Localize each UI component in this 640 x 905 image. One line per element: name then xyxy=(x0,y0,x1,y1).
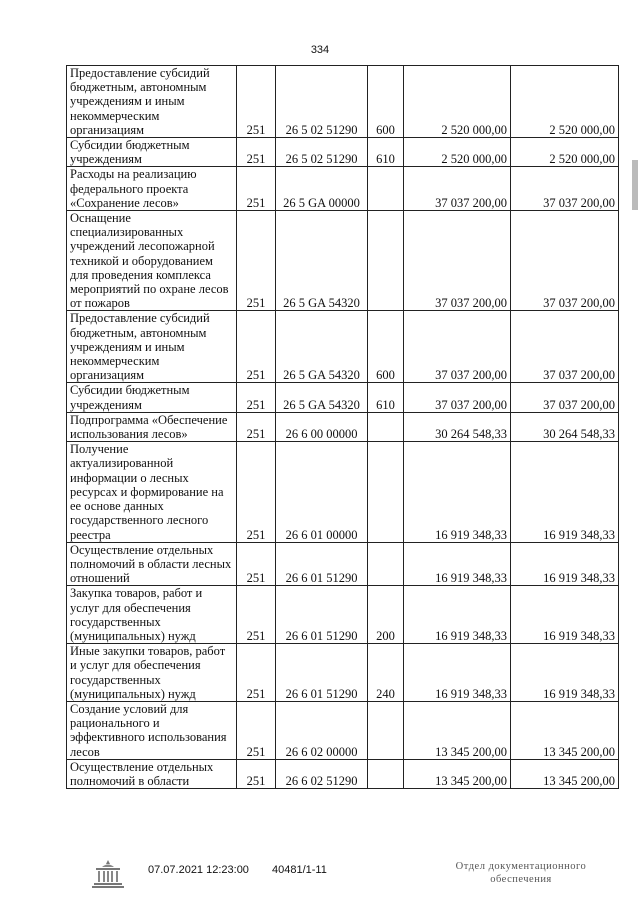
row-ved: 251 xyxy=(237,412,276,441)
footer xyxy=(0,858,640,898)
row-sum-2: 16 919 348,33 xyxy=(511,644,619,702)
row-sum-2: 16 919 348,33 xyxy=(511,586,619,644)
row-code: 26 6 01 51290 xyxy=(276,586,368,644)
row-name: Субсидии бюджетным учреждениям xyxy=(67,383,237,412)
budget-table xyxy=(66,65,619,789)
row-name: Расходы на реализацию федерального проекта «Сохранение лесов» xyxy=(67,167,237,211)
table-row xyxy=(67,383,619,412)
row-sum-2: 16 919 348,33 xyxy=(511,542,619,586)
table-row xyxy=(67,167,619,211)
row-code: 26 5 GA 54320 xyxy=(276,211,368,311)
row-sum-1: 2 520 000,00 xyxy=(404,138,511,167)
row-expense-type xyxy=(368,542,404,586)
table-row xyxy=(67,138,619,167)
row-ved: 251 xyxy=(237,644,276,702)
row-sum-1: 16 919 348,33 xyxy=(404,644,511,702)
row-sum-1: 37 037 200,00 xyxy=(404,383,511,412)
row-ved: 251 xyxy=(237,66,276,138)
row-ved: 251 xyxy=(237,586,276,644)
row-code: 26 5 GA 00000 xyxy=(276,167,368,211)
row-name: Осуществление отдельных полномочий в области xyxy=(67,759,237,788)
table-row xyxy=(67,66,619,138)
row-sum-2: 16 919 348,33 xyxy=(511,442,619,542)
row-sum-2: 37 037 200,00 xyxy=(511,167,619,211)
row-ved: 251 xyxy=(237,167,276,211)
row-name: Иные закупки товаров, работ и услуг для обеспечения государственных (муниципальных) нужд xyxy=(67,644,237,702)
table-row xyxy=(67,759,619,788)
footer-document-number: 40481/1-11 xyxy=(272,864,327,876)
row-expense-type: 610 xyxy=(368,138,404,167)
table-row xyxy=(67,442,619,542)
row-expense-type: 610 xyxy=(368,383,404,412)
row-ved: 251 xyxy=(237,701,276,759)
row-sum-2: 2 520 000,00 xyxy=(511,66,619,138)
row-sum-2: 2 520 000,00 xyxy=(511,138,619,167)
row-ved: 251 xyxy=(237,759,276,788)
row-expense-type xyxy=(368,759,404,788)
row-name: Получение актуализированной информации о лесных ресурсах и формирование на ее основе данных государственного лесного реестра xyxy=(67,442,237,542)
row-name: Подпрограмма «Обеспечение использования лесов» xyxy=(67,412,237,441)
row-ved: 251 xyxy=(237,542,276,586)
row-expense-type: 240 xyxy=(368,644,404,702)
row-ved: 251 xyxy=(237,383,276,412)
row-name: Осуществление отдельных полномочий в области лесных отношений xyxy=(67,542,237,586)
row-sum-1: 16 919 348,33 xyxy=(404,542,511,586)
row-code: 26 6 02 00000 xyxy=(276,701,368,759)
row-expense-type xyxy=(368,167,404,211)
row-sum-1: 13 345 200,00 xyxy=(404,759,511,788)
stamp-line-2: обеспечения xyxy=(490,874,552,885)
row-sum-2: 13 345 200,00 xyxy=(511,759,619,788)
footer-timestamp: 07.07.2021 12:23:00 xyxy=(148,864,249,876)
row-sum-1: 13 345 200,00 xyxy=(404,701,511,759)
stamp-line-1: Отдел документационного xyxy=(455,861,587,872)
row-sum-2: 37 037 200,00 xyxy=(511,383,619,412)
row-code: 26 5 GA 54320 xyxy=(276,383,368,412)
table-row xyxy=(67,586,619,644)
row-expense-type: 600 xyxy=(368,311,404,383)
department-stamp xyxy=(446,860,596,886)
table-row xyxy=(67,412,619,441)
row-ved: 251 xyxy=(237,211,276,311)
row-expense-type: 200 xyxy=(368,586,404,644)
row-expense-type xyxy=(368,442,404,542)
row-code: 26 6 01 00000 xyxy=(276,442,368,542)
row-ved: 251 xyxy=(237,442,276,542)
row-expense-type: 600 xyxy=(368,66,404,138)
row-code: 26 5 02 51290 xyxy=(276,138,368,167)
row-name: Предоставление субсидий бюджетным, автономным учреждениям и иным некоммерческим организациям xyxy=(67,311,237,383)
parliament-building-icon xyxy=(90,858,126,890)
row-expense-type xyxy=(368,412,404,441)
row-sum-2: 13 345 200,00 xyxy=(511,701,619,759)
row-sum-1: 37 037 200,00 xyxy=(404,311,511,383)
row-expense-type xyxy=(368,701,404,759)
row-name: Субсидии бюджетным учреждениям xyxy=(67,138,237,167)
page-number: 334 xyxy=(310,44,330,56)
row-sum-2: 30 264 548,33 xyxy=(511,412,619,441)
row-sum-1: 30 264 548,33 xyxy=(404,412,511,441)
scan-edge-mark xyxy=(632,160,638,210)
row-name: Предоставление субсидий бюджетным, автономным учреждениям и иным некоммерческим организациям xyxy=(67,66,237,138)
row-name: Закупка товаров, работ и услуг для обеспечения государственных (муниципальных) нужд xyxy=(67,586,237,644)
row-sum-1: 16 919 348,33 xyxy=(404,442,511,542)
table-row xyxy=(67,311,619,383)
row-code: 26 6 01 51290 xyxy=(276,644,368,702)
row-ved: 251 xyxy=(237,138,276,167)
table-row xyxy=(67,701,619,759)
row-code: 26 6 00 00000 xyxy=(276,412,368,441)
row-sum-1: 16 919 348,33 xyxy=(404,586,511,644)
row-sum-2: 37 037 200,00 xyxy=(511,211,619,311)
row-code: 26 6 02 51290 xyxy=(276,759,368,788)
table-row xyxy=(67,644,619,702)
row-sum-1: 2 520 000,00 xyxy=(404,66,511,138)
row-sum-1: 37 037 200,00 xyxy=(404,167,511,211)
budget-table-body xyxy=(67,66,619,789)
row-code: 26 6 01 51290 xyxy=(276,542,368,586)
row-name: Оснащение специализированных учреждений лесопожарной техникой и оборудованием для проведения комплекса мероприятий по охране лесов от пожаров xyxy=(67,211,237,311)
row-sum-1: 37 037 200,00 xyxy=(404,211,511,311)
row-code: 26 5 02 51290 xyxy=(276,66,368,138)
row-name: Создание условий для рационального и эффективного использования лесов xyxy=(67,701,237,759)
row-expense-type xyxy=(368,211,404,311)
table-row xyxy=(67,542,619,586)
row-sum-2: 37 037 200,00 xyxy=(511,311,619,383)
table-row xyxy=(67,211,619,311)
row-code: 26 5 GA 54320 xyxy=(276,311,368,383)
row-ved: 251 xyxy=(237,311,276,383)
